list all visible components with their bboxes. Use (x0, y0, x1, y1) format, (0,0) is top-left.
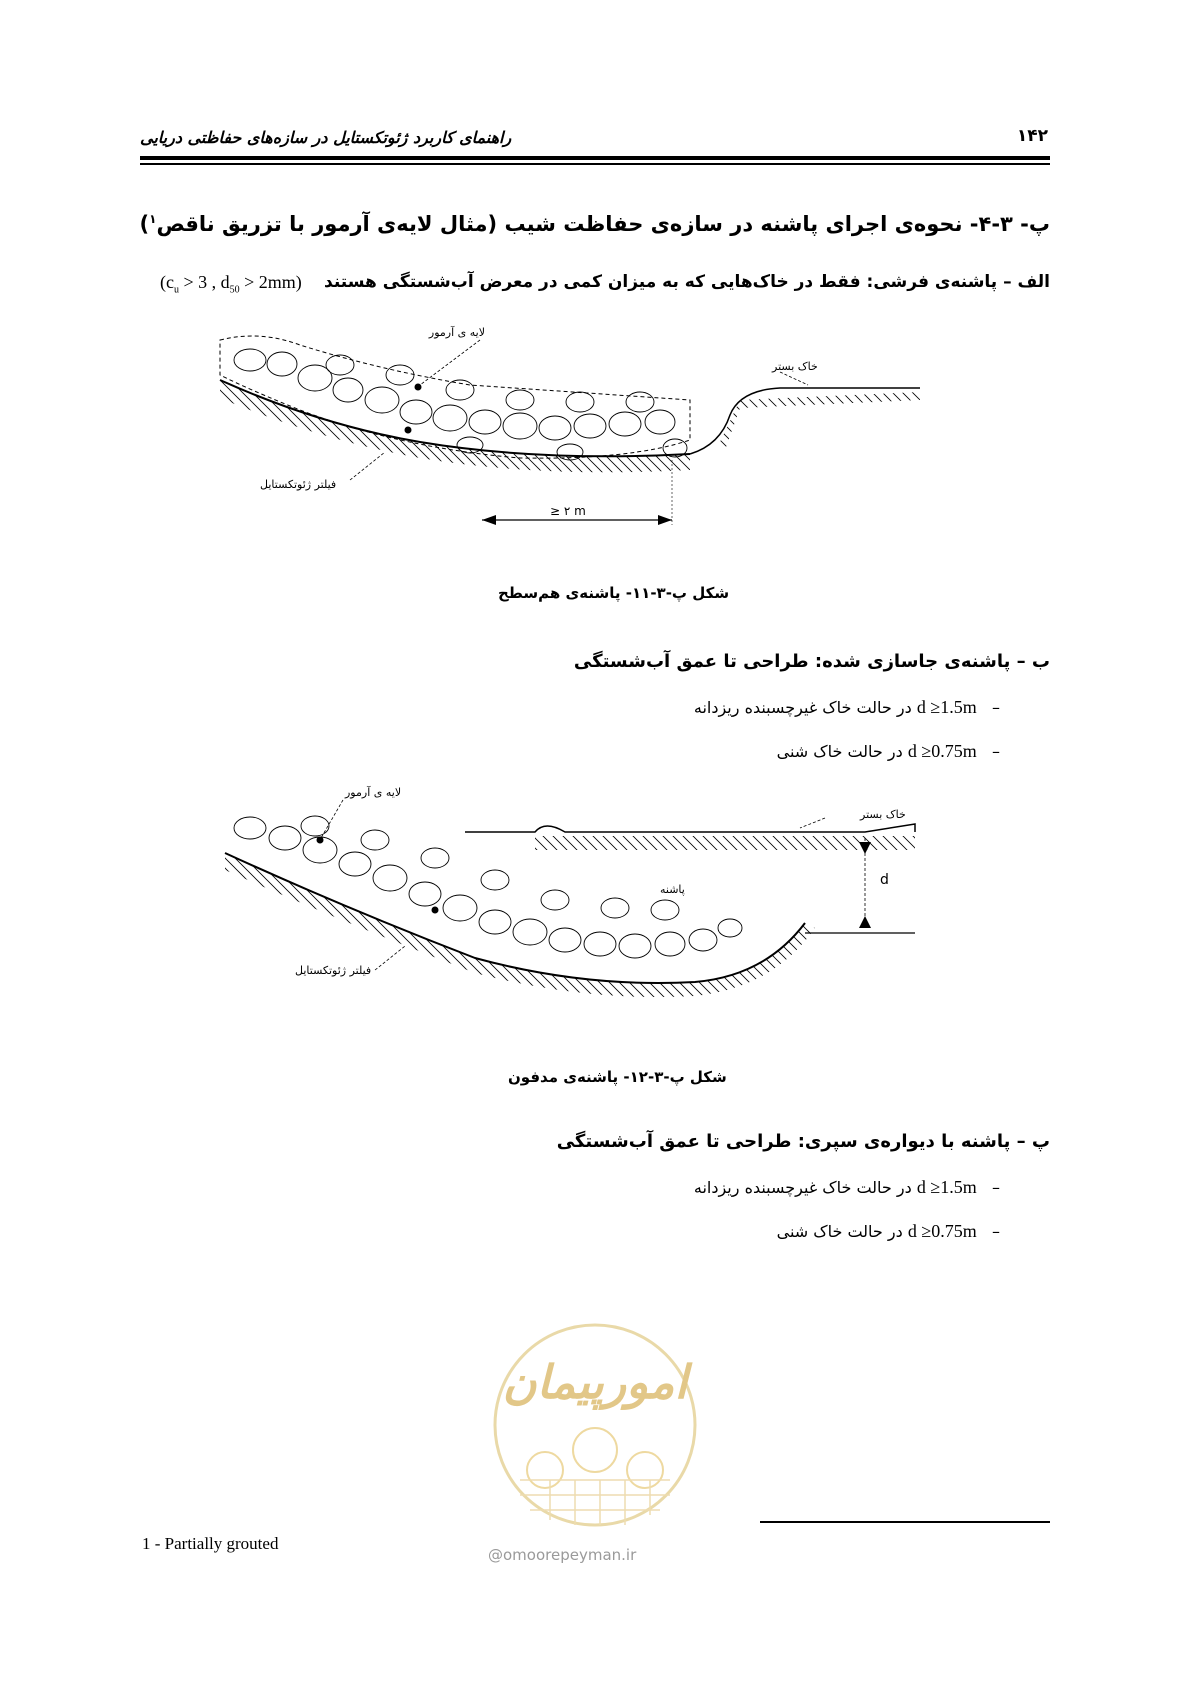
bullet-text: در حالت خاک شنی (776, 1222, 903, 1241)
part-be-bullet-1 (694, 697, 1000, 718)
footnote-mark: ۱ (149, 212, 157, 226)
watermark-url: @omoorepeyman.ir (488, 1546, 637, 1564)
part-alef-line (160, 272, 1050, 302)
part-be-heading: ب – پاشنه‌ی جاسازی شده: طراحی تا عمق آب‌شستگی (573, 651, 1050, 672)
part-pe-bullet-1 (694, 1177, 1000, 1198)
bullet-dash: – (992, 1178, 1000, 1197)
part-pe-heading: پ – پاشنه با دیواره‌ی سپری: طراحی تا عمق آب‌شستگی (556, 1131, 1050, 1152)
fig1-dimension: ≥ ۲ m (550, 504, 586, 518)
fig1-label-armor: لایه ی آرمور (428, 326, 485, 339)
formula-c: (c (160, 272, 174, 292)
fig2-label-toe: پاشنه (660, 883, 685, 896)
figure-flush-toe (220, 326, 1000, 570)
bullet-dash: – (992, 742, 1000, 761)
grid-pattern (520, 1480, 670, 1525)
embankment-hatch (720, 392, 920, 450)
bullet-dash: – (992, 1222, 1000, 1241)
fig2-label-armor: لایه ی آرمور (345, 786, 402, 799)
figure2-caption: شکل پ-۳-۱۲- پاشنه‌ی مدفون (508, 1068, 727, 1086)
bullet-value: d ≥0.75m (907, 1221, 977, 1241)
bullet-text: در حالت خاک شنی (776, 742, 903, 761)
page-number: ۱۴۲ (1016, 126, 1048, 146)
subsoil-hatch (220, 380, 690, 472)
figure-buried-toe (225, 786, 1005, 1048)
fig1-label-filter: فیلتر ژئوتکستایل (260, 478, 337, 491)
fig2-label-d: d (880, 872, 889, 888)
bullet-text: در حالت خاک غیرچسبنده ریزدانه (693, 1178, 912, 1197)
section-heading-text: پ- ۳-۴- نحوه‌ی اجرای پاشنه در سازه‌ی حفاظت شیب (مثال لایه‌ی آرمور با تزریق ناقص (156, 212, 1050, 236)
fig2-label-filter: فیلتر ژئوتکستایل (295, 964, 372, 977)
footnote: 1 - Partially grouted (142, 1534, 279, 1553)
bullet-value: d ≥1.5m (916, 1177, 977, 1197)
bullet-value: d ≥1.5m (916, 697, 977, 717)
watermark-logo (490, 1320, 700, 1535)
part-alef-formula (160, 272, 302, 296)
bullet-value: d ≥0.75m (907, 741, 977, 761)
fig1-label-soil: خاک بستر (772, 360, 818, 373)
formula-d-sub: 50 (229, 284, 240, 296)
figure1-caption: شکل پ-۳-۱۱- پاشنه‌ی هم‌سطح (498, 584, 730, 602)
formula-c-sub: u (173, 284, 179, 296)
section-heading (140, 212, 1050, 236)
formula-mid: > 3 , d (178, 272, 230, 292)
part-alef-text: الف – پاشنه‌ی فرشی: فقط در خاک‌هایی که به میزان کمی در معرض آب‌شستگی هستند (324, 272, 1050, 292)
section-heading-close: ) (139, 212, 150, 236)
ground-hatch (535, 836, 915, 850)
footnote-rule (760, 1521, 1050, 1523)
fig2-label-soil: خاک بستر (860, 808, 906, 821)
bullet-dash: – (992, 698, 1000, 717)
gear-icon (527, 1428, 663, 1488)
formula-end: > 2mm) (239, 272, 302, 292)
running-header-title: راهنمای کاربرد ژئوتکستایل در سازه‌های حفاظتی دریایی (140, 128, 512, 147)
part-be-bullet-2 (777, 741, 1000, 762)
ground-surface (465, 824, 915, 832)
header-rule-thin (140, 163, 1050, 165)
bullet-text: در حالت خاک غیرچسبنده ریزدانه (693, 698, 912, 717)
header-rule-thick (140, 156, 1050, 160)
part-pe-bullet-2 (777, 1221, 1000, 1242)
armor-rocks (234, 349, 687, 460)
watermark-logo-text: امورپیمان (502, 1355, 688, 1409)
